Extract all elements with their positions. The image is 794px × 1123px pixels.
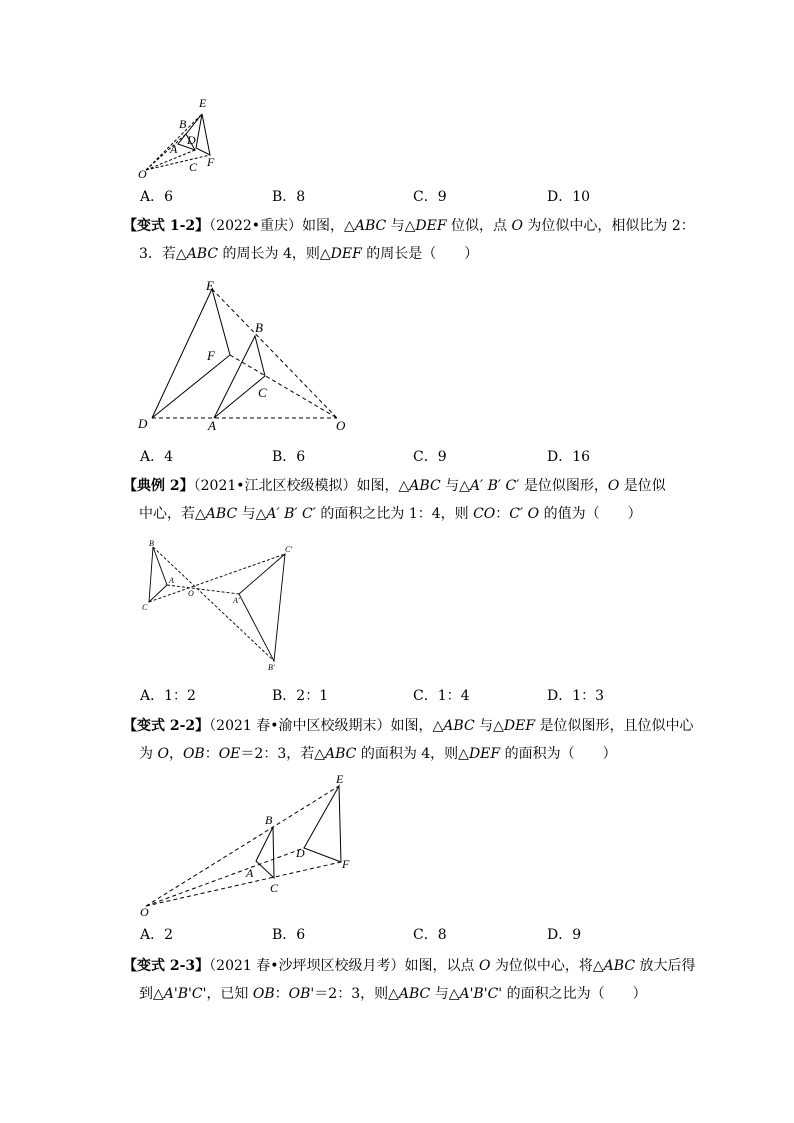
fig3-label-O: O bbox=[188, 589, 194, 598]
math-var: ABC bbox=[443, 718, 475, 734]
question-text: 中心，若△ bbox=[139, 506, 206, 522]
question-text: 与△ bbox=[430, 986, 460, 1002]
fig1-label-F: F bbox=[207, 155, 215, 169]
math-var: A'B'C' bbox=[163, 986, 207, 1002]
question-text: ，已知 bbox=[206, 986, 253, 1002]
options-q2 bbox=[140, 446, 700, 466]
math-var: OB bbox=[182, 746, 205, 762]
figure-1 bbox=[130, 92, 240, 184]
option-a[interactable]: A．1：2 bbox=[140, 688, 196, 704]
fig3-label-A: A bbox=[169, 576, 174, 585]
option-c[interactable]: C．8 bbox=[413, 927, 447, 943]
option-b[interactable]: B．6 bbox=[272, 449, 306, 465]
option-d[interactable]: D．9 bbox=[547, 927, 582, 943]
question-text: 是位似图形， bbox=[519, 478, 608, 494]
math-var: DEF bbox=[415, 218, 447, 234]
question-text: 的面积为（ ） bbox=[500, 746, 617, 762]
math-var: O bbox=[607, 478, 620, 494]
fig3-label-C: C bbox=[142, 603, 148, 612]
question-text: 与△ bbox=[474, 718, 504, 734]
fig3-label-C-prime: C' bbox=[285, 545, 293, 554]
question-text: ＝2：3，则△ bbox=[314, 986, 399, 1002]
figure-2-diagram bbox=[132, 276, 357, 436]
fig4-label-A: A bbox=[246, 866, 254, 880]
option-c[interactable]: C．1：4 bbox=[413, 688, 470, 704]
question-tag: 【变式 1-2】 bbox=[123, 218, 210, 234]
math-var: ABC bbox=[409, 478, 441, 494]
math-var: ABC bbox=[186, 246, 219, 262]
question-text: 到△ bbox=[139, 986, 164, 1002]
fig2-label-O: O bbox=[336, 418, 346, 433]
fig4-label-B: B bbox=[265, 813, 273, 827]
question-text: ， bbox=[168, 746, 183, 762]
figure-3 bbox=[136, 536, 306, 676]
question-text: 与△ bbox=[440, 478, 470, 494]
question-tag: 【变式 2-2】 bbox=[123, 718, 210, 734]
question-text: 的面积之比为 1：4，则 bbox=[315, 506, 474, 522]
question-text: ： bbox=[495, 506, 510, 522]
math-var: A'B'C' bbox=[459, 986, 503, 1002]
math-var: O bbox=[157, 746, 169, 762]
question-text: 3．若△ bbox=[139, 246, 187, 262]
fig3-label-B-prime: B' bbox=[268, 663, 275, 672]
question-tag: 【变式 2-3】 bbox=[123, 958, 210, 974]
option-b[interactable]: B．2：1 bbox=[272, 688, 329, 704]
options-q1 bbox=[140, 186, 700, 206]
fig4-label-O: O bbox=[140, 905, 149, 919]
option-d[interactable]: D．1：3 bbox=[547, 688, 605, 704]
question-text: 为位似中心，相似比为 2： bbox=[522, 218, 695, 234]
math-var: ABC bbox=[325, 746, 357, 762]
math-var: OB' bbox=[288, 986, 315, 1002]
question-text: ： bbox=[274, 986, 289, 1002]
option-b[interactable]: B．8 bbox=[272, 189, 306, 205]
question-text: 是位似图形，且位似中心 bbox=[535, 718, 694, 734]
fig3-label-B: B bbox=[149, 539, 154, 548]
option-a[interactable]: A．6 bbox=[140, 189, 174, 205]
question-text: ＝2：3，若△ bbox=[240, 746, 325, 762]
math-var: OB bbox=[252, 986, 275, 1002]
fig2-label-E: E bbox=[206, 278, 214, 293]
option-c[interactable]: C．9 bbox=[413, 449, 447, 465]
question-text: （2021 春•渝中区校级期末）如图，△ bbox=[209, 718, 444, 734]
question-variant-2-3 bbox=[123, 952, 703, 1008]
question-text: 为位似中心，将△ bbox=[490, 958, 604, 974]
fig1-label-E: E bbox=[199, 96, 207, 110]
option-d[interactable]: D．10 bbox=[547, 189, 591, 205]
fig4-label-D: D bbox=[296, 846, 305, 860]
fig2-label-D: D bbox=[138, 416, 148, 431]
question-text: 放大后得 bbox=[635, 958, 696, 974]
fig4-label-F: F bbox=[342, 857, 350, 871]
question-text: （2021 春•沙坪坝区校级月考）如图，以点 bbox=[209, 958, 479, 974]
fig2-label-B: B bbox=[255, 320, 263, 335]
question-text: （2021•江北区校级模拟）如图，△ bbox=[193, 478, 410, 494]
question-text: （2022•重庆）如图，△ bbox=[209, 218, 355, 234]
math-var: A′ B′ C′ bbox=[469, 478, 520, 494]
option-a[interactable]: A．4 bbox=[140, 449, 174, 465]
math-var: C′ O bbox=[509, 506, 540, 522]
question-text: 的面积之比为（ ） bbox=[502, 986, 647, 1002]
question-text: 是位似 bbox=[619, 478, 666, 494]
fig1-label-B: B bbox=[179, 117, 187, 131]
question-text: 的周长为 4，则△ bbox=[218, 246, 331, 262]
math-var: A′ B′ C′ bbox=[266, 506, 316, 522]
question-variant-1-2 bbox=[123, 212, 703, 268]
question-example-2 bbox=[123, 472, 703, 528]
math-var: DEF bbox=[468, 746, 501, 762]
math-var: DEF bbox=[503, 718, 536, 734]
math-var: O bbox=[511, 218, 523, 234]
math-var: ABC bbox=[354, 218, 387, 234]
fig3-label-A-prime: A' bbox=[233, 596, 240, 605]
question-text: 的周长是（ ） bbox=[361, 246, 479, 262]
math-var: O bbox=[478, 958, 491, 974]
fig2-label-A: A bbox=[208, 418, 216, 433]
fig2-label-F: F bbox=[207, 348, 215, 363]
option-d[interactable]: D．16 bbox=[547, 449, 591, 465]
math-var: ABC bbox=[398, 986, 431, 1002]
question-text: 的值为（ ） bbox=[539, 506, 642, 522]
math-var: ABC bbox=[603, 958, 636, 974]
question-text: 与△ bbox=[386, 218, 416, 234]
math-var: DEF bbox=[330, 246, 362, 262]
option-c[interactable]: C．9 bbox=[413, 189, 447, 205]
fig1-label-C: C bbox=[189, 160, 198, 174]
question-variant-2-2 bbox=[123, 712, 703, 768]
figure-2 bbox=[132, 276, 357, 436]
fig2-label-C: C bbox=[258, 385, 267, 400]
fig1-label-O: O bbox=[138, 167, 147, 181]
figure-4-diagram bbox=[134, 770, 359, 918]
fig1-label-D: D bbox=[187, 133, 196, 147]
math-var: CO bbox=[473, 506, 496, 522]
fig4-label-C: C bbox=[270, 881, 279, 895]
figure-1-diagram bbox=[130, 92, 240, 184]
question-text: 与△ bbox=[237, 506, 267, 522]
fig1-label-A: A bbox=[170, 142, 178, 156]
question-text: 为 bbox=[139, 746, 158, 762]
options-q4 bbox=[140, 924, 700, 944]
math-var: ABC bbox=[205, 506, 238, 522]
figure-3-diagram bbox=[136, 536, 306, 676]
math-var: OE bbox=[218, 746, 241, 762]
fig4-label-E: E bbox=[336, 772, 344, 786]
question-text: 位似，点 bbox=[446, 218, 512, 234]
question-text: 的面积为 4，则△ bbox=[356, 746, 469, 762]
question-text: ： bbox=[204, 746, 219, 762]
option-a[interactable]: A．2 bbox=[140, 927, 174, 943]
question-tag: 【典例 2】 bbox=[123, 478, 194, 494]
figure-4 bbox=[134, 770, 359, 918]
option-b[interactable]: B．6 bbox=[272, 927, 306, 943]
options-q3 bbox=[140, 685, 700, 705]
